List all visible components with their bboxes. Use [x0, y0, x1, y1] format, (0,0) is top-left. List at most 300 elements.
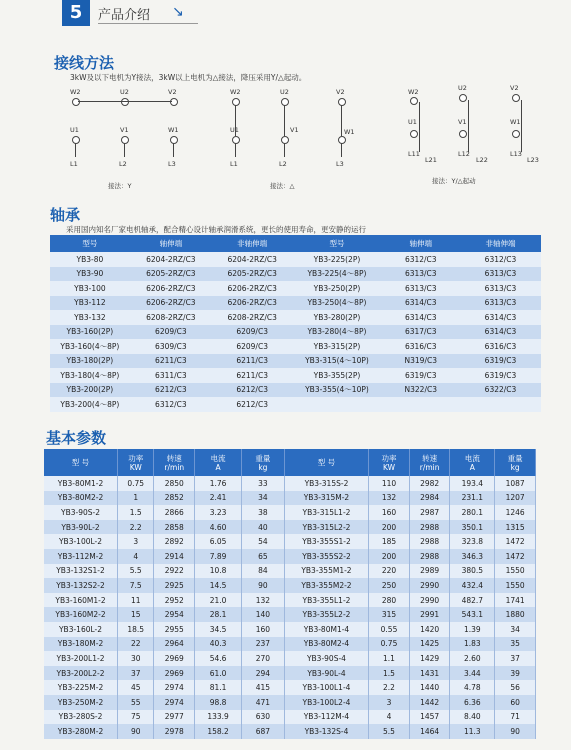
table-cell: 11.3	[450, 724, 495, 739]
table-cell: 140	[242, 607, 285, 622]
table-cell: 2974	[154, 680, 195, 695]
table-cell: 1425	[409, 637, 450, 652]
table-cell: 90	[242, 578, 285, 593]
table-cell: 158.2	[195, 724, 242, 739]
table-cell: 630	[242, 710, 285, 725]
table-cell: 6312/C3	[382, 252, 460, 267]
table-cell: 323.8	[450, 534, 495, 549]
table-cell: 2.2	[117, 520, 153, 535]
table-cell: 6204-2RZ/C3	[130, 252, 212, 267]
column-header	[195, 449, 242, 476]
table-row	[44, 491, 536, 506]
table-cell: 6204-2RZ/C3	[212, 252, 292, 267]
table-row	[50, 281, 541, 296]
table-row	[50, 368, 541, 383]
table-cell: 6319/C3	[382, 368, 460, 383]
table-cell	[460, 397, 541, 412]
table-cell: 4.60	[195, 520, 242, 535]
table-cell: 0.75	[369, 637, 410, 652]
column-name: 型 号	[317, 458, 336, 467]
table-cell: 6313/C3	[382, 281, 460, 296]
table-cell: 2988	[409, 534, 450, 549]
line-label: L12	[458, 150, 470, 158]
table-cell: YB3-80	[50, 252, 130, 267]
table-cell: 14.5	[195, 578, 242, 593]
table-cell: YB3-132S2-2	[44, 578, 117, 593]
table-cell: 2852	[154, 491, 195, 506]
table-cell: 2892	[154, 534, 195, 549]
column-unit: r/min	[419, 462, 440, 472]
table-cell: 2850	[154, 476, 195, 491]
table-row	[44, 724, 536, 739]
table-cell: 3.44	[450, 666, 495, 681]
table-row	[50, 383, 541, 398]
table-cell: 1472	[495, 549, 536, 564]
terminal-label: V1	[120, 126, 129, 134]
table-cell: 1741	[495, 593, 536, 608]
star-link-bar	[78, 101, 172, 102]
table-cell: 6316/C3	[382, 339, 460, 354]
table-cell: 6209/C3	[212, 325, 292, 340]
table-cell: 1880	[495, 607, 536, 622]
table-cell: 0.75	[117, 476, 153, 491]
table-cell: 6316/C3	[460, 339, 541, 354]
table-row	[44, 593, 536, 608]
terminal-label: U1	[408, 118, 417, 126]
table-cell: 6313/C3	[382, 267, 460, 282]
terminal-label: W2	[70, 88, 81, 96]
table-cell: 2858	[154, 520, 195, 535]
terminal-label: U2	[280, 88, 289, 96]
table-cell: YB3-200L1-2	[44, 651, 117, 666]
table-cell: 110	[369, 476, 410, 491]
table-cell: 3	[369, 695, 410, 710]
terminal-icon	[170, 136, 178, 144]
table-row	[50, 252, 541, 267]
table-cell: YB3-200(4～8P)	[50, 397, 130, 412]
table-cell: 6206-2RZ/C3	[212, 296, 292, 311]
table-cell: 6314/C3	[382, 310, 460, 325]
table-cell: YB3-225M-2	[44, 680, 117, 695]
header-divider	[98, 23, 198, 24]
table-cell: YB3-355L1-2	[284, 593, 368, 608]
table-row	[50, 310, 541, 325]
lead-line	[124, 143, 125, 157]
table-cell: 2.41	[195, 491, 242, 506]
table-cell: 6313/C3	[460, 281, 541, 296]
table-row	[44, 622, 536, 637]
table-cell: 2990	[409, 593, 450, 608]
table-cell: 34.5	[195, 622, 242, 637]
table-row	[44, 710, 536, 725]
table-cell: 65	[242, 549, 285, 564]
table-row	[44, 476, 536, 491]
params-table	[44, 449, 536, 739]
terminal-label: U2	[120, 88, 129, 96]
terminal-label: U1	[70, 126, 79, 134]
wiring-heading: 接线方法	[54, 54, 115, 72]
terminal-label: W1	[510, 118, 521, 126]
column-header: 非轴伸端	[460, 235, 541, 252]
table-cell: YB3-280M-2	[44, 724, 117, 739]
table-cell: 6208-2RZ/C3	[130, 310, 212, 325]
table-cell: 350.1	[450, 520, 495, 535]
table-cell: 28.1	[195, 607, 242, 622]
table-row	[44, 549, 536, 564]
table-cell: 6314/C3	[382, 296, 460, 311]
table-cell: 35	[495, 637, 536, 652]
table-row	[44, 607, 536, 622]
lead-line	[521, 100, 522, 152]
table-cell: 34	[495, 622, 536, 637]
terminal-icon	[512, 94, 520, 102]
table-cell: 4.78	[450, 680, 495, 695]
terminal-icon	[338, 98, 346, 106]
table-cell: YB3-180(4～8P)	[50, 368, 130, 383]
column-name: 功率	[381, 453, 397, 463]
bearing-note: 采用国内知名厂家电机轴承，配合精心设计轴承润滑系统，更长的使用寿命，更安静的运行	[66, 225, 366, 234]
table-cell: YB3-315S-2	[284, 476, 368, 491]
table-cell: YB3-200L2-2	[44, 666, 117, 681]
terminal-label: V2	[168, 88, 177, 96]
table-cell: 54.6	[195, 651, 242, 666]
table-cell: 84	[242, 564, 285, 579]
table-cell: 6212/C3	[130, 383, 212, 398]
table-cell: YB3-250(2P)	[292, 281, 381, 296]
table-cell: 8.40	[450, 710, 495, 725]
table-cell: 2991	[409, 607, 450, 622]
table-cell: 60	[495, 695, 536, 710]
diagram-caption: 接法：△	[270, 182, 295, 190]
terminal-icon	[512, 130, 520, 138]
table-row	[50, 397, 541, 412]
table-cell: YB3-100	[50, 281, 130, 296]
diagram-caption: 接法：Y/△起动	[432, 177, 476, 185]
table-cell: 34	[242, 491, 285, 506]
table-cell: 6206-2RZ/C3	[212, 281, 292, 296]
table-cell: 1472	[495, 534, 536, 549]
table-cell: 2954	[154, 607, 195, 622]
table-row	[44, 695, 536, 710]
table-cell: 6309/C3	[130, 339, 212, 354]
column-name: 重量	[507, 453, 523, 463]
table-cell: 2988	[409, 549, 450, 564]
table-cell: 5.5	[117, 564, 153, 579]
line-label: L23	[527, 156, 539, 164]
table-row	[44, 534, 536, 549]
table-cell: 132	[242, 593, 285, 608]
table-cell: 2914	[154, 549, 195, 564]
terminal-label: U2	[458, 84, 467, 92]
line-label: L13	[510, 150, 522, 158]
table-cell: N319/C3	[382, 354, 460, 369]
table-cell: 37	[495, 651, 536, 666]
table-cell: 687	[242, 724, 285, 739]
table-cell: 2990	[409, 578, 450, 593]
table-cell: 15	[117, 607, 153, 622]
table-cell: 6312/C3	[460, 252, 541, 267]
terminal-icon	[459, 94, 467, 102]
table-cell: 6205-2RZ/C3	[212, 267, 292, 282]
lead-line	[341, 143, 342, 157]
lead-line	[173, 143, 174, 157]
terminal-icon	[232, 136, 240, 144]
lead-line	[235, 143, 236, 157]
table-cell: 6.36	[450, 695, 495, 710]
table-cell: 6212/C3	[212, 397, 292, 412]
table-cell: 133.9	[195, 710, 242, 725]
table-cell: 380.5	[450, 564, 495, 579]
column-name: 转速	[166, 453, 182, 463]
table-cell: 6205-2RZ/C3	[130, 267, 212, 282]
table-cell: YB3-315M-2	[284, 491, 368, 506]
column-name: 重量	[255, 453, 271, 463]
table-cell: YB3-315(2P)	[292, 339, 381, 354]
table-cell: 1315	[495, 520, 536, 535]
column-header	[154, 449, 195, 476]
line-label: L2	[279, 160, 287, 168]
table-cell: YB3-160L-2	[44, 622, 117, 637]
table-cell: 1.83	[450, 637, 495, 652]
terminal-label: W2	[408, 88, 419, 96]
column-header	[44, 449, 117, 476]
table-cell: 1550	[495, 564, 536, 579]
section-title: 产品介绍	[98, 8, 151, 23]
table-cell: YB3-80M1-2	[44, 476, 117, 491]
line-label: L3	[336, 160, 344, 168]
table-cell: 6313/C3	[460, 296, 541, 311]
params-heading: 基本参数	[46, 429, 107, 447]
line-label: L11	[408, 150, 420, 158]
table-cell: YB3-280(4～8P)	[292, 325, 381, 340]
table-cell: 415	[242, 680, 285, 695]
table-cell: 6211/C3	[212, 368, 292, 383]
column-unit: A	[469, 462, 475, 472]
table-cell: 1246	[495, 505, 536, 520]
table-cell: 7.89	[195, 549, 242, 564]
table-cell: YB3-90S-2	[44, 505, 117, 520]
table-cell: YB3-100L2-4	[284, 695, 368, 710]
table-cell: YB3-280S-2	[44, 710, 117, 725]
table-row	[44, 666, 536, 681]
table-cell: YB3-355M2-2	[284, 578, 368, 593]
table-cell: 98.8	[195, 695, 242, 710]
table-cell: 2969	[154, 651, 195, 666]
table-cell: 2977	[154, 710, 195, 725]
table-cell: YB3-160(2P)	[50, 325, 130, 340]
table-cell: 45	[117, 680, 153, 695]
table-cell: YB3-160M2-2	[44, 607, 117, 622]
table-cell: 75	[117, 710, 153, 725]
table-cell: 1464	[409, 724, 450, 739]
table-cell: 39	[495, 666, 536, 681]
table-cell: 1087	[495, 476, 536, 491]
column-name: 功率	[128, 453, 144, 463]
table-cell: 270	[242, 651, 285, 666]
table-cell: YB3-180M-2	[44, 637, 117, 652]
table-cell: 200	[369, 549, 410, 564]
table-cell: YB3-80M1-4	[284, 622, 368, 637]
table-cell: 1.76	[195, 476, 242, 491]
column-name: 电流	[210, 453, 226, 463]
line-label: L22	[476, 156, 488, 164]
table-cell: YB3-315L1-2	[284, 505, 368, 520]
table-cell: 5.5	[369, 724, 410, 739]
table-cell: 40	[242, 520, 285, 535]
table-cell: 1442	[409, 695, 450, 710]
table-cell: 471	[242, 695, 285, 710]
terminal-label: W1	[344, 128, 355, 136]
line-label: L3	[168, 160, 176, 168]
table-cell: 55	[117, 695, 153, 710]
table-cell: 2955	[154, 622, 195, 637]
table-cell: 1429	[409, 651, 450, 666]
line-label: L1	[230, 160, 238, 168]
terminal-icon	[281, 98, 289, 106]
table-cell: 6313/C3	[460, 267, 541, 282]
table-cell: 0.55	[369, 622, 410, 637]
bearing-heading: 轴承	[50, 206, 81, 224]
table-row	[50, 296, 541, 311]
lead-line	[468, 100, 469, 152]
column-header: 轴伸端	[382, 235, 460, 252]
table-cell: 61.0	[195, 666, 242, 681]
bearing-header-row	[50, 235, 541, 252]
table-cell: 40.3	[195, 637, 242, 652]
table-cell: 6212/C3	[212, 383, 292, 398]
table-cell: 6206-2RZ/C3	[130, 281, 212, 296]
table-cell: 2952	[154, 593, 195, 608]
delta-link-bar	[284, 105, 285, 136]
table-cell: 250	[369, 578, 410, 593]
column-header	[495, 449, 536, 476]
table-cell: 1440	[409, 680, 450, 695]
terminal-label: V2	[510, 84, 519, 92]
table-cell: YB3-160(4～8P)	[50, 339, 130, 354]
table-cell: 237	[242, 637, 285, 652]
table-row	[44, 651, 536, 666]
table-cell: 200	[369, 520, 410, 535]
column-unit: kg	[510, 462, 520, 472]
table-cell: 185	[369, 534, 410, 549]
table-cell: YB3-80M2-4	[284, 637, 368, 652]
table-cell: 6209/C3	[130, 325, 212, 340]
table-cell: 21.0	[195, 593, 242, 608]
column-header	[284, 449, 368, 476]
table-cell: 2.2	[369, 680, 410, 695]
table-cell: YB3-112M-2	[44, 549, 117, 564]
table-cell: 3	[117, 534, 153, 549]
table-row	[44, 564, 536, 579]
terminal-icon	[72, 98, 80, 106]
table-cell: 2989	[409, 564, 450, 579]
table-cell: 2987	[409, 505, 450, 520]
table-cell: 1	[117, 491, 153, 506]
table-cell: YB3-225(2P)	[292, 252, 381, 267]
column-name: 型 号	[71, 458, 90, 467]
column-header: 型号	[50, 235, 130, 252]
table-cell: 6311/C3	[130, 368, 212, 383]
table-cell: 6209/C3	[212, 339, 292, 354]
table-cell: YB3-250(4～8P)	[292, 296, 381, 311]
table-cell: 482.7	[450, 593, 495, 608]
table-row	[44, 505, 536, 520]
table-cell: 30	[117, 651, 153, 666]
table-cell: 280.1	[450, 505, 495, 520]
table-cell: YB3-100L1-4	[284, 680, 368, 695]
table-row	[50, 325, 541, 340]
table-cell: YB3-355S2-2	[284, 549, 368, 564]
terminal-label: W2	[230, 88, 241, 96]
bearing-table	[50, 235, 541, 412]
column-unit: r/min	[164, 462, 185, 472]
column-unit: KW	[129, 462, 142, 472]
table-cell: 6211/C3	[130, 354, 212, 369]
table-cell: YB3-250M-2	[44, 695, 117, 710]
table-cell: 90	[495, 724, 536, 739]
table-cell: 90	[117, 724, 153, 739]
terminal-icon	[121, 136, 129, 144]
table-cell: YB3-160M1-2	[44, 593, 117, 608]
table-cell: 33	[242, 476, 285, 491]
table-cell: 2984	[409, 491, 450, 506]
table-cell: 6319/C3	[460, 368, 541, 383]
table-cell: 132	[369, 491, 410, 506]
table-cell: YB3-80M2-2	[44, 491, 117, 506]
lead-line	[75, 143, 76, 157]
table-cell: 10.8	[195, 564, 242, 579]
table-cell: YB3-355S1-2	[284, 534, 368, 549]
table-cell: 346.3	[450, 549, 495, 564]
table-cell: 6322/C3	[460, 383, 541, 398]
terminal-label: V1	[290, 126, 299, 134]
table-cell: 1207	[495, 491, 536, 506]
terminal-icon	[410, 97, 418, 105]
table-cell: YB3-90L-4	[284, 666, 368, 681]
table-cell: YB3-355L2-2	[284, 607, 368, 622]
terminal-icon	[170, 98, 178, 106]
column-header	[450, 449, 495, 476]
column-header	[117, 449, 153, 476]
table-cell: 2922	[154, 564, 195, 579]
table-cell: 2866	[154, 505, 195, 520]
table-row	[50, 267, 541, 282]
column-unit: kg	[258, 462, 268, 472]
line-label: L1	[70, 160, 78, 168]
table-cell: 160	[369, 505, 410, 520]
terminal-icon	[281, 136, 289, 144]
table-cell: 2.60	[450, 651, 495, 666]
table-cell: 2982	[409, 476, 450, 491]
table-cell: N322/C3	[382, 383, 460, 398]
table-cell: 280	[369, 593, 410, 608]
table-row	[50, 339, 541, 354]
table-cell: 7.5	[117, 578, 153, 593]
column-header: 非轴伸端	[212, 235, 292, 252]
table-cell: YB3-315(4～10P)	[292, 354, 381, 369]
table-cell	[382, 397, 460, 412]
table-cell: 3.23	[195, 505, 242, 520]
column-header: 轴伸端	[130, 235, 212, 252]
table-cell: YB3-112M-4	[284, 710, 368, 725]
delta-link-bar	[341, 105, 342, 136]
wiring-note: 3kW及以下电机为Y接法，3kW以上电机为△接法，降压采用Y/△起动。	[70, 73, 307, 82]
terminal-icon	[338, 136, 346, 144]
table-cell: 2964	[154, 637, 195, 652]
terminal-label: U1	[230, 126, 239, 134]
table-cell: 432.4	[450, 578, 495, 593]
table-cell: 71	[495, 710, 536, 725]
